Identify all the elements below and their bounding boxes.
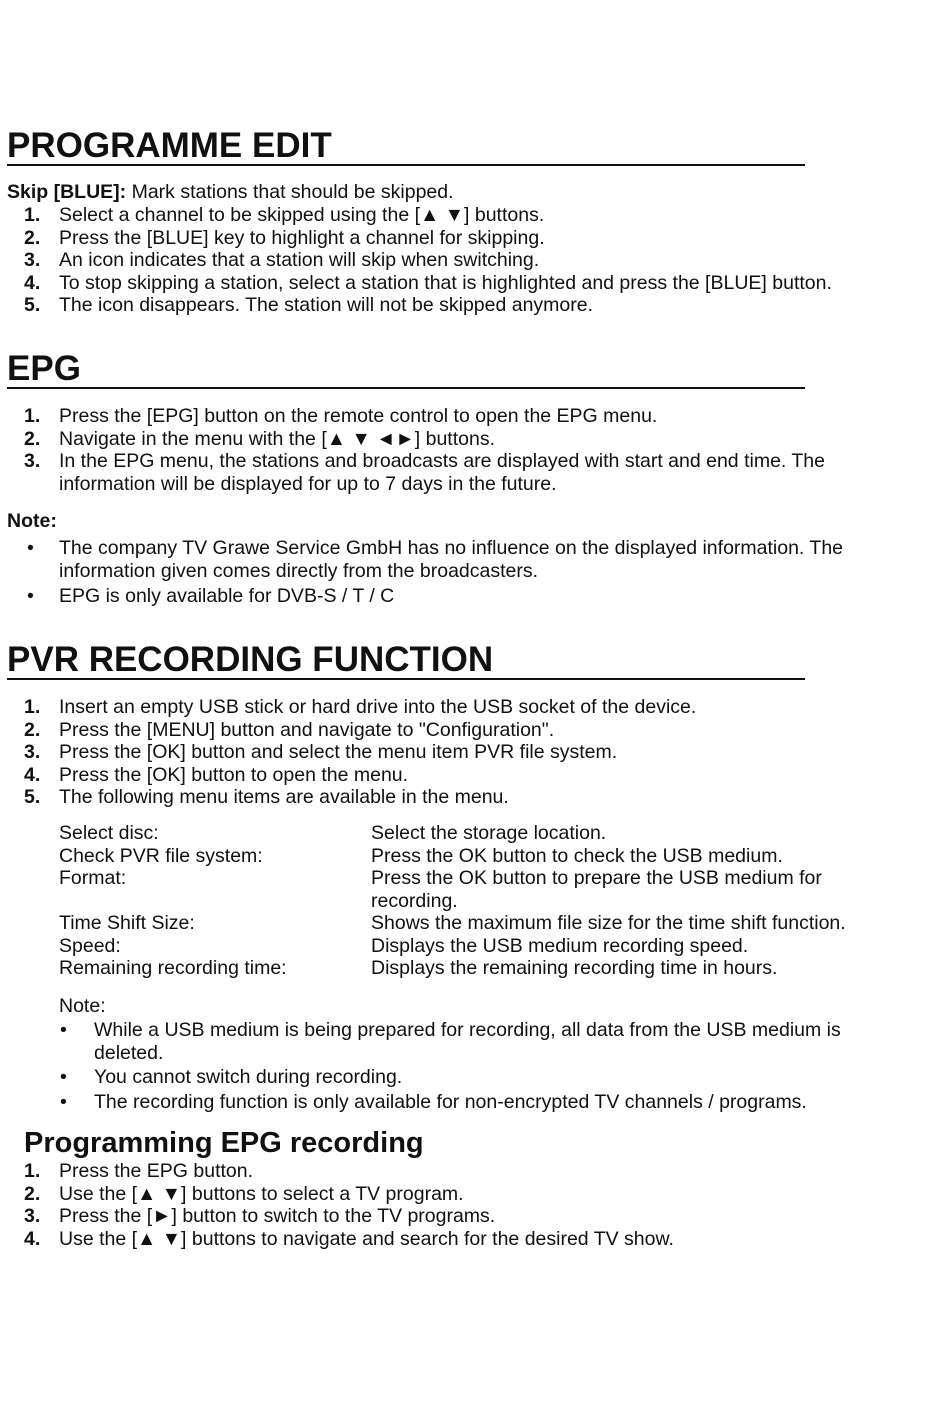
table-row: [59, 912, 859, 935]
section-title-pvr-recording: PVR RECORDING FUNCTION: [7, 642, 805, 680]
subsection-title-epg-recording: Programming EPG recording: [24, 1127, 424, 1159]
note-text: While a USB medium is being prepared for recording, all data from the USB medium is deleted.: [94, 1019, 841, 1064]
list-item: [60, 1090, 864, 1114]
step-number: 1.: [24, 204, 41, 226]
list-item: [0, 405, 930, 428]
step-text: Press the [EPG] button on the remote control to open the EPG menu.: [59, 405, 658, 427]
menu-item-name: Remaining recording time:: [59, 957, 287, 979]
step-number: 3.: [24, 1205, 41, 1227]
list-item: [0, 1205, 930, 1228]
menu-item-name: Speed:: [59, 934, 121, 957]
list-item: [0, 249, 930, 272]
list-item: [0, 294, 930, 317]
step-number: 3.: [24, 249, 41, 271]
table-row: [59, 822, 859, 845]
list-item: [0, 1183, 930, 1206]
list-item: [27, 537, 859, 582]
step-number: 2.: [24, 1182, 41, 1205]
step-number: 5.: [24, 294, 41, 316]
step-text: Press the [OK] button to open the menu.: [59, 763, 409, 786]
bullet: •: [60, 1019, 67, 1041]
list-item: [60, 1019, 864, 1064]
step-number: 4.: [24, 1227, 41, 1250]
list-item: [0, 696, 930, 719]
table-row: [59, 845, 859, 868]
skip-blue-lead: [7, 181, 454, 203]
table-row: [59, 935, 859, 958]
skip-blue-label: Skip [BLUE]:: [7, 181, 127, 203]
step-number: 2.: [24, 226, 41, 249]
list-item: [0, 204, 930, 227]
step-text: An icon indicates that a station will skip when switching.: [59, 249, 540, 271]
menu-item-name: Format:: [59, 867, 127, 889]
skip-blue-description: Mark stations that should be skipped.: [126, 181, 454, 203]
step-number: 3.: [24, 450, 41, 472]
list-item: [0, 428, 930, 451]
list-item: [0, 272, 930, 295]
bullet: •: [27, 537, 34, 559]
step-text: Select a channel to be skipped using the [▲ ▼] buttons.: [59, 204, 545, 226]
bullet: •: [27, 585, 34, 607]
step-text: Press the EPG button.: [59, 1160, 254, 1182]
step-text: Use the [▲ ▼] buttons to navigate and search for the desired TV show.: [59, 1227, 674, 1250]
note-text: You cannot switch during recording.: [94, 1066, 403, 1088]
step-number: 4.: [24, 271, 41, 294]
list-item: [0, 719, 930, 742]
list-item: [0, 227, 930, 250]
step-number: 1.: [24, 696, 41, 718]
pvr-note-label: Note:: [59, 995, 106, 1017]
step-text: The icon disappears. The station will not be skipped anymore.: [59, 294, 594, 316]
menu-item-description: Press the OK button to check the USB medium.: [371, 844, 783, 867]
list-item: [0, 741, 930, 764]
table-row: [59, 957, 859, 980]
list-item: [0, 1160, 930, 1183]
step-number: 5.: [24, 786, 41, 808]
step-text: Insert an empty USB stick or hard drive into the USB socket of the device.: [59, 696, 697, 718]
pvr-notes: [60, 1019, 864, 1113]
step-text: Use the [▲ ▼] buttons to select a TV program.: [59, 1182, 464, 1205]
step-number: 1.: [24, 1160, 41, 1182]
list-item: [27, 585, 859, 608]
pvr-menu-items-table: [59, 822, 859, 980]
section-title-epg: EPG: [7, 351, 805, 389]
menu-item-description: Displays the USB medium recording speed.: [371, 934, 749, 957]
step-number: 3.: [24, 741, 41, 763]
menu-item-description: Select the storage location.: [371, 822, 607, 844]
epg-steps: [0, 405, 930, 495]
step-text: The following menu items are available in the menu.: [59, 786, 509, 808]
bullet: •: [60, 1066, 67, 1088]
epg-notes: [27, 537, 859, 608]
step-text: Press the [►] button to switch to the TV programs.: [59, 1205, 496, 1227]
pvr-steps: [0, 696, 930, 809]
list-item: [0, 1228, 930, 1251]
menu-item-name: Time Shift Size:: [59, 912, 195, 934]
list-item: [0, 764, 930, 787]
menu-item-name: Select disc:: [59, 822, 159, 844]
step-number: 2.: [24, 718, 41, 741]
epg-recording-steps: [0, 1160, 930, 1250]
step-number: 1.: [24, 405, 41, 427]
programme-edit-steps: [0, 204, 930, 317]
menu-item-description: Press the OK button to prepare the USB medium for recording.: [371, 867, 822, 912]
note-text: The recording function is only available for non-encrypted TV channels / programs.: [94, 1090, 807, 1113]
table-row: [59, 867, 859, 912]
step-number: 2.: [24, 427, 41, 450]
step-text: To stop skipping a station, select a station that is highlighted and press the [BLUE] button.: [59, 271, 832, 294]
menu-item-description: Displays the remaining recording time in hours.: [371, 957, 778, 979]
epg-note-label: Note:: [7, 510, 57, 532]
menu-item-description: Shows the maximum file size for the time shift function.: [371, 912, 846, 934]
step-text: Navigate in the menu with the [▲ ▼ ◄►] buttons.: [59, 427, 495, 450]
step-text: Press the [OK] button and select the menu item PVR file system.: [59, 741, 618, 763]
note-text: EPG is only available for DVB-S / T / C: [59, 585, 395, 607]
note-text: The company TV Grawe Service GmbH has no influence on the displayed information. The information given comes directly from the broadcasters.: [59, 537, 844, 582]
menu-item-name: Check PVR file system:: [59, 844, 263, 867]
step-text: Press the [MENU] button and navigate to "Configuration".: [59, 718, 555, 741]
list-item: [0, 786, 930, 809]
step-text: Press the [BLUE] key to highlight a channel for skipping.: [59, 226, 545, 249]
list-item: [60, 1066, 864, 1089]
step-number: 4.: [24, 763, 41, 786]
step-text: In the EPG menu, the stations and broadcasts are displayed with start and end time. The information will be displayed for up to 7 days in the future.: [59, 450, 825, 495]
bullet: •: [60, 1090, 67, 1113]
list-item: [0, 450, 930, 495]
section-title-programme-edit: PROGRAMME EDIT: [7, 128, 805, 166]
